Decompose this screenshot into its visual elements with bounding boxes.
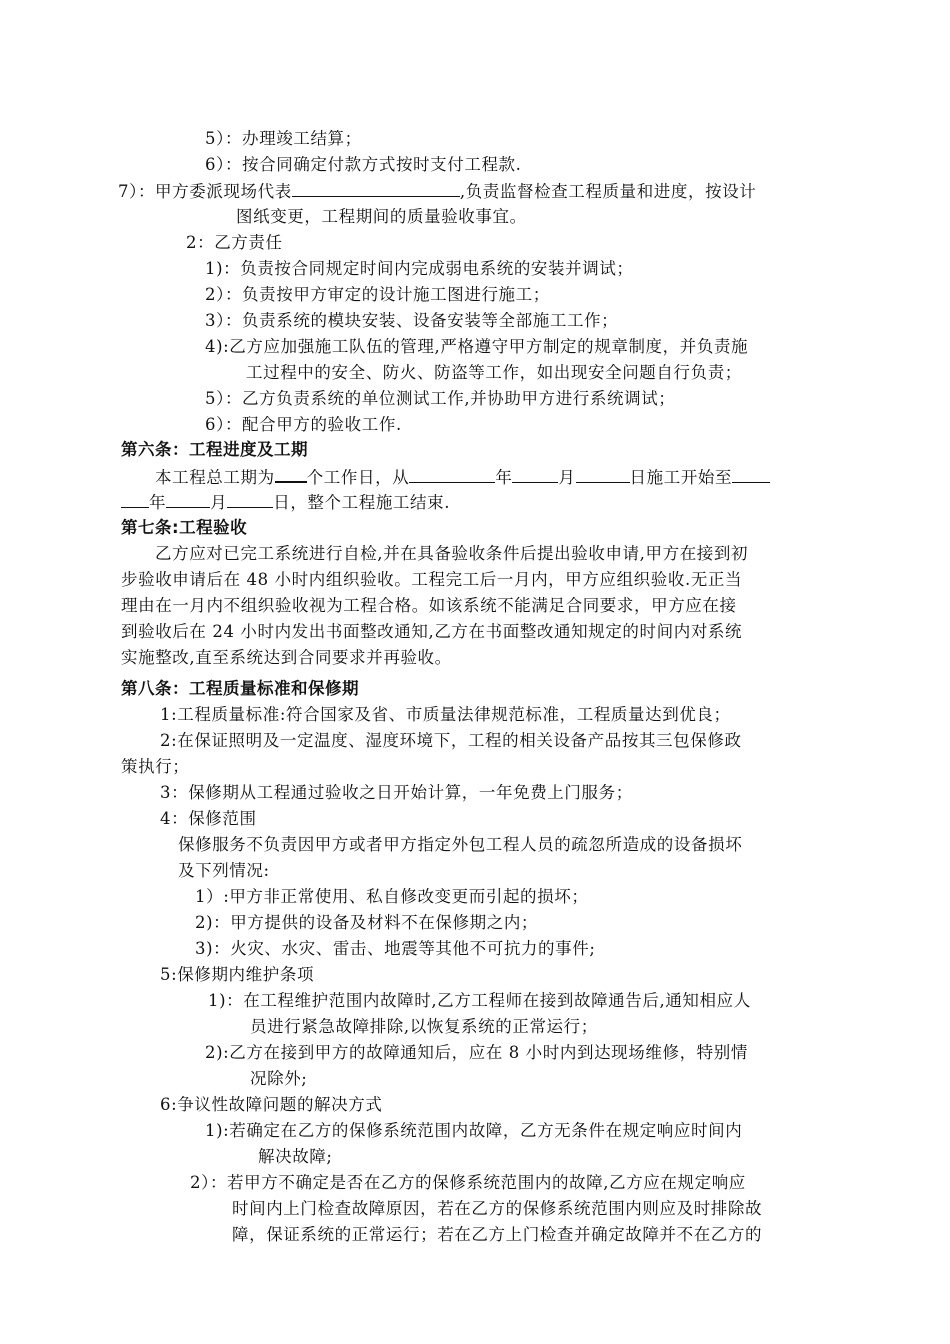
item-8-6: 6:争议性故障问题的解决方式	[160, 1095, 383, 1114]
item-b4: 4):乙方应加强施工队伍的管理,严格遵守甲方制定的规章制度，并负责施	[205, 337, 749, 356]
article-7-p4: 到验收后在 24 小时内发出书面整改通知,乙方在书面整改通知规定的时间内对系统	[121, 622, 743, 641]
item-8-4-2: 2)：甲方提供的设备及材料不在保修期之内；	[195, 913, 539, 932]
item-b6: 6）：配合甲方的验收工作.	[205, 415, 402, 434]
item-8-6-1: 1):若确定在乙方的保修系统范围内故障，乙方无条件在规定响应时间内	[205, 1121, 743, 1140]
item-8-5-2: 2):乙方在接到甲方的故障通知后，应在 8 小时内到达现场维修，特别情	[205, 1043, 748, 1062]
item-b5: 5）：乙方负责系统的单位测试工作,并协助甲方进行系统调试；	[205, 389, 676, 408]
item-8-5-1-cont: 员进行紧急故障排除,以恢复系统的正常运行；	[250, 1017, 598, 1036]
item-8-5-1: 1)：在工程维护范围内故障时,乙方工程师在接到故障通告后,通知相应人	[208, 991, 751, 1010]
item-b3: 3）：负责系统的模块安装、设备安装等全部施工工作；	[205, 311, 619, 330]
article-6-line1: 本工程总工期为 个工作日，从 年 月 日施工开始至	[155, 463, 770, 491]
article-7-heading: 第七条:工程验收	[121, 518, 248, 537]
article-7-p3: 理由在一月内不组织验收视为工程合格。如该系统不能满足合同要求，甲方应在接	[121, 596, 737, 615]
item-8-2-cont: 策执行；	[121, 757, 190, 776]
start-day-blank	[576, 464, 630, 483]
item-8-3: 3：保修期从工程通过验收之日开始计算，一年免费上门服务；	[160, 783, 633, 802]
item-a7: 7）：甲方委派现场代表 ,负责监督检查工程质量和进度，按设计	[118, 178, 756, 205]
item-8-1: 1:工程质量标准:符合国家及省、市质量法律规范标准，工程质量达到优良；	[160, 705, 731, 724]
article-6-line2: 年 月 日，整个工程施工结束.	[121, 489, 450, 516]
start-year-blank	[409, 464, 495, 483]
item-8-4: 4：保修范围	[160, 809, 257, 828]
end-blank-a	[732, 464, 770, 483]
item-a5: 5）：办理竣工结算；	[205, 129, 362, 148]
item-8-4-desc: 保修服务不负责因甲方或者甲方指定外包工程人员的疏忽所造成的设备损坏	[178, 835, 743, 854]
item-b2: 2）：负责按甲方审定的设计施工图进行施工；	[205, 285, 550, 304]
item-8-4-desc-cont: 及下列情况:	[178, 861, 270, 880]
end-day-blank	[227, 489, 273, 508]
item-8-5-2-cont: 况除外;	[250, 1069, 308, 1088]
article-7-p1: 乙方应对已完工系统进行自检,并在具备验收条件后提出验收申请,甲方在接到初	[155, 544, 749, 563]
item-8-2: 2:在保证照明及一定温度、湿度环境下，工程的相关设备产品按其三包保修政	[160, 731, 742, 750]
article-7-p5: 实施整改,直至系统达到合同要求并再验收。	[121, 648, 452, 667]
item-b4-cont: 工过程中的安全、防火、防盗等工作，如出现安全问题自行负责；	[246, 363, 742, 382]
item-8-6-2-cont2: 障，保证系统的正常运行；若在乙方上门检查并确定故障并不在乙方的	[232, 1225, 763, 1244]
article-8-heading: 第八条：工程质量标准和保修期	[121, 679, 359, 698]
end-month-blank	[166, 489, 210, 508]
days-blank	[275, 463, 307, 483]
item-8-6-2: 2）：若甲方不确定是否在乙方的保修系统范围内的故障,乙方应在规定响应	[190, 1173, 746, 1192]
item-a7-cont: 图纸变更，工程期间的质量验收事宜。	[236, 207, 527, 226]
article-7-p2: 步验收申请后在 48 小时内组织验收。工程完工后一月内，甲方应组织验收.无正当	[121, 570, 743, 589]
rep-blank	[292, 178, 460, 197]
start-month-blank	[512, 464, 558, 483]
item-8-4-1: 1）:甲方非正常使用、私自修改变更而引起的损坏；	[195, 887, 589, 906]
item-b1: 1)：负责按合同规定时间内完成弱电系统的安装并调试；	[205, 259, 634, 278]
item-8-6-2-cont1: 时间内上门检查故障原因，若在乙方的保修系统范围内则应及时排除故	[232, 1199, 763, 1218]
section-b-title: 2：乙方责任	[186, 233, 283, 252]
item-8-5: 5:保修期内维护条项	[160, 965, 315, 984]
article-6-heading: 第六条：工程进度及工期	[121, 440, 308, 459]
end-year-blank	[121, 489, 149, 508]
item-8-4-3: 3)：火灾、水灾、雷击、地震等其他不可抗力的事件;	[195, 939, 596, 958]
item-a6: 6）：按合同确定付款方式按时支付工程款.	[205, 155, 522, 174]
item-8-6-1-cont: 解决故障;	[258, 1147, 333, 1166]
